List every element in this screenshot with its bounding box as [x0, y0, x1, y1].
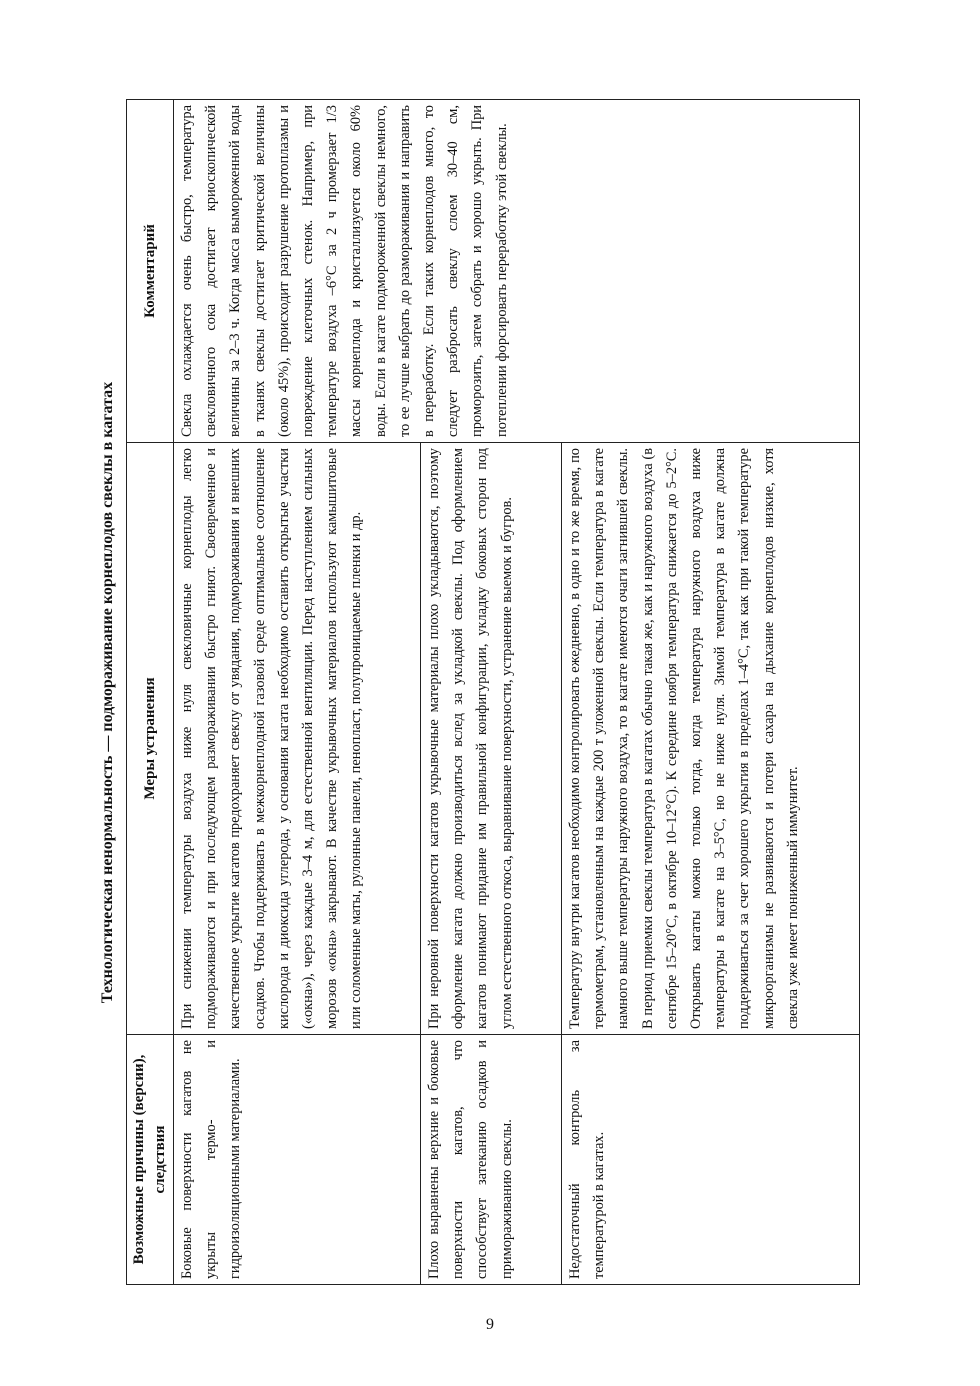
measures-cell: При снижении температуры воздуха ниже нуля свекловичные корнеплоды легко подмораживаются и при последующем размораживании быстро гниют. Своевременное и качественное укрытие кагатов предохраняет свеклу от увядания, подмораживания и внешних осадков. Чтобы поддерживать в межкорнеплодной газовой среде оптимальное соотношение кислорода и диоксида углерода, у основания кагата необходимо оставить открытые участки («окна»), через каждые 3–4 м, для естественной вентиляции. Перед наступлением сильных морозов «окна» закрывают. В качестве укрывочных материалов используют камышитовые или соломенные маты, рулонные панели, пенопласт, полупроницаемые пленки и др.: [174, 443, 421, 1035]
data-table: [126, 99, 860, 1285]
page-number: 9: [486, 1316, 494, 1333]
landscape-content: [98, 100, 858, 1285]
cause-cell: Недостаточный контроль за температурой в кагатах.: [562, 1035, 860, 1285]
column-header-measures: Меры устранения: [127, 443, 174, 1035]
column-header-causes: Возможные причины (версии), следствия: [127, 1035, 174, 1285]
table-row: [174, 100, 421, 1285]
measures-cell: Температуру внутри кагатов необходимо контролировать ежедневно, в одно и то же время, по термометрам, установленным на каждые 200 т уложенной свеклы. Если температура в кагате намного выше температуры наружного воздуха, то в кагате имеются очаги загнившей свеклы. В период приемки свеклы температура в кагатах обычно такая же, как и наружного воздуха (в сентябре 15–20°С, в октябре 10–12°С). К середине ноября температура снижается до 5–2°С. Открывать кагаты можно только тогда, когда температура наружного воздуха ниже температуры в кагате на 3–5°С, но не ниже нуля. Зимой температура в кагате должна поддерживаться за счет хорошего укрытия в пределах 1–4°С, так как при такой температуре микроорганизмы не развиваются и потери сахара на дыхание корнеплодов низкие, хотя свекла уже имеет пониженный иммунитет.: [562, 443, 860, 1035]
cause-cell: Плохо выравнены верхние и боковые поверхности кагатов, что способствует затеканию осадков и примораживанию свеклы.: [421, 1035, 562, 1285]
cause-cell: Боковые поверхности кагатов не укрыты термо- и гидроизоляционными материалами.: [174, 1035, 421, 1285]
measures-cell: При неровной поверхности кагатов укрывочные материалы плохо укладываются, поэтому оформление кагата должно производиться вслед за укладкой свеклы. Под оформлением кагатов понимают придание им правильной конфигурации, укладку боковых сторон под углом естественного откоса, выравнивание поверхности, устранение выемок и бугров.: [421, 443, 562, 1035]
column-header-comment: Комментарий: [127, 100, 174, 443]
comment-cell: Свекла охлаждается очень быстро, температура свекловичного сока достигает криоскопической величины за 2–3 ч. Когда масса вымороженной воды в тканях свеклы достигает критической величины (около 45%), происходит разрушение протоплазмы и повреждение клеточных стенок. Например, при температуре воздуха –6°С за 2 ч промерзает 1/3 массы корнеплода и кристаллизуется около 60% воды. Если в кагате подмороженной свеклы немного, то ее лучше выбрать до размораживания и направить в переработку. Если таких корнеплодов много, то следует разбросать свеклу слоем 30–40 см, проморозить, затем собрать и хорошо укрыть. При потеплении форсировать переработку этой свеклы.: [174, 100, 860, 443]
header-row: [127, 100, 174, 1285]
rotated-table-area: [98, 100, 858, 1285]
table-title: Технологическая ненормальность — подмораживание корнеплодов свеклы в кагатах: [99, 381, 116, 1004]
